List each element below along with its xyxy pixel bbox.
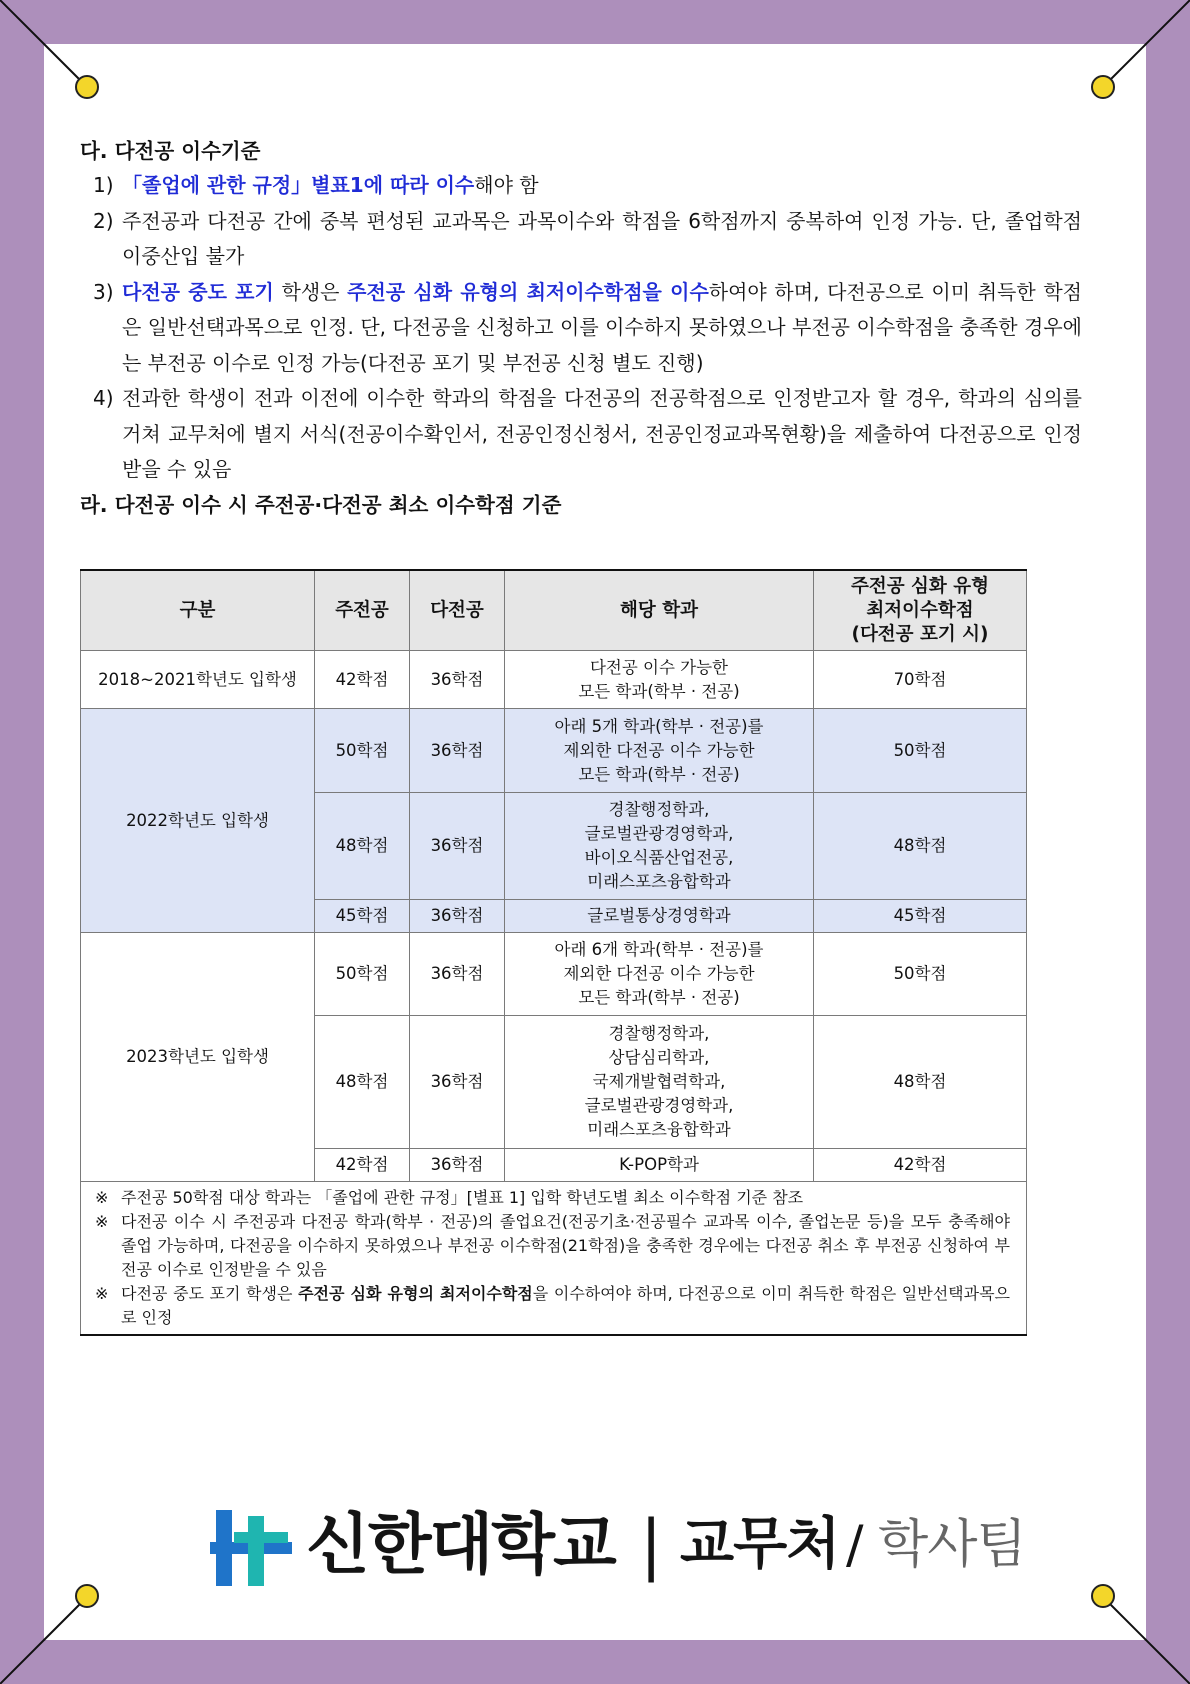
list-item: 4) 전과한 학생이 전과 이전에 이수한 학과의 학점을 다전공의 전공학점으로 인정받고자 할 경우, 학과의 심의를 거쳐 교무처에 별지 서식(전공이수확인서, 전공인정신청서, 전공인정교과목현황)을 제출하여 다전공으로 인정받을 수 있음: [93, 386, 1082, 481]
pin-icon: [1092, 76, 1114, 98]
team-name: 학사팀: [878, 1515, 1026, 1575]
section-heading-ra: 라. 다전공 이수 시 주전공·다전공 최소 이수학점 기준: [80, 492, 562, 517]
dept-cell: 글로벌통상경영학과: [505, 900, 814, 933]
category-cell: 2018~2021학년도 입학생: [81, 651, 315, 709]
logo-slash: /: [846, 1515, 864, 1575]
table-row: [81, 709, 1027, 793]
logo-separator: |: [640, 1506, 663, 1583]
emphasis-text: 다전공 중도 포기: [122, 279, 274, 304]
header-category: 구분: [81, 570, 315, 651]
emphasis-text: 주전공 심화 유형의 최저이수학점을 이수: [347, 279, 709, 304]
major-credits: 48학점: [315, 793, 410, 900]
major-credits: 42학점: [315, 651, 410, 709]
category-cell: 2022학년도 입학생: [81, 709, 315, 933]
dept-cell: 경찰행정학과, 상담심리학과, 국제개발협력학과, 글로벌관광경영학과, 미래스포츠융합학과: [505, 1016, 814, 1149]
section-heading-da: 다. 다전공 이수기준: [80, 139, 261, 163]
multi-credits: 36학점: [410, 709, 505, 793]
multi-credits: 36학점: [410, 793, 505, 900]
note-item: ※ 주전공 50학점 대상 학과는 「졸업에 관한 규정」[별표 1] 입학 학년도별 최소 이수학점 기준 참조: [95, 1188, 804, 1207]
office-name: 교무처: [680, 1512, 840, 1577]
header-min-credits: 주전공 심화 유형 최저이수학점 (다전공 포기 시): [814, 570, 1027, 651]
min-credits: 50학점: [814, 709, 1027, 793]
multi-credits: 36학점: [410, 933, 505, 1016]
pin-icon: [1092, 1585, 1114, 1607]
note-item: ※ 다전공 이수 시 주전공과 다전공 학과(학부 · 전공)의 졸업요건(전공기초·전공필수 교과목 이수, 졸업논문 등)을 모두 충족해야 졸업 가능하며, 다전공을 이수하지 못하였으나 부전공 이수학점(21학점)을 충족한 경우에는 다전공 취소 후 부전공 신청하여 부전공 이수로 인정받을 수 있음: [95, 1212, 1010, 1279]
dept-cell: 다전공 이수 가능한 모든 학과(학부 · 전공): [505, 651, 814, 709]
category-cell: 2023학년도 입학생: [81, 933, 315, 1182]
dept-cell: K-POP학과: [505, 1149, 814, 1182]
multi-credits: 36학점: [410, 1149, 505, 1182]
min-credits: 48학점: [814, 1016, 1027, 1149]
min-credits: 50학점: [814, 933, 1027, 1016]
major-credits: 50학점: [315, 933, 410, 1016]
list-item: 3) 다전공 중도 포기 학생은 주전공 심화 유형의 최저이수학점을 이수하여야 하며, 다전공으로 이미 취득한 학점은 일반선택과목으로 인정. 단, 다전공을 신청하고 이를 이수하지 못하였으나 부전공 이수학점을 충족한 경우에는 부전공 이수로 인정 가능(다전공 포기 및 부전공 신청 별도 진행): [93, 279, 1083, 375]
pin-icon: [76, 1585, 98, 1607]
table-row: [81, 933, 1027, 1016]
university-name: 신한대학교: [306, 1506, 615, 1583]
emphasis-text: 「졸업에 관한 규정」별표1에 따라 이수: [122, 173, 475, 197]
major-credits: 45학점: [315, 900, 410, 933]
min-credits: 48학점: [814, 793, 1027, 900]
major-credits: 48학점: [315, 1016, 410, 1149]
multi-credits: 36학점: [410, 651, 505, 709]
university-emblem-icon: [210, 1504, 292, 1586]
multi-credits: 36학점: [410, 900, 505, 933]
min-credits: 45학점: [814, 900, 1027, 933]
table-header-row: [81, 570, 1027, 651]
note-item: ※ 다전공 중도 포기 학생은 주전공 심화 유형의 최저이수학점을 이수하여야 하며, 다전공으로 이미 취득한 학점은 일반선택과목으로 인정: [95, 1284, 1010, 1327]
list-item: 1) 「졸업에 관한 규정」별표1에 따라 이수해야 함: [93, 173, 539, 197]
header-major: 주전공: [315, 570, 410, 651]
table-notes: [81, 1182, 1027, 1336]
credit-requirements-table: [80, 569, 1027, 1336]
major-credits: 50학점: [315, 709, 410, 793]
table-row: [81, 651, 1027, 709]
major-credits: 42학점: [315, 1149, 410, 1182]
dept-cell: 아래 6개 학과(학부 · 전공)를 제외한 다전공 이수 가능한 모든 학과(학부 · 전공): [505, 933, 814, 1016]
table-notes-row: [81, 1182, 1027, 1336]
list-item: 2) 주전공과 다전공 간에 중복 편성된 교과목은 과목이수와 학점을 6학점까지 중복하여 인정 가능. 단, 졸업학점 이중산입 불가: [93, 208, 1082, 268]
document-content: [80, 93, 1083, 1327]
dept-cell: 경찰행정학과, 글로벌관광경영학과, 바이오식품산업전공, 미래스포츠융합학과: [505, 793, 814, 900]
emphasis-text: 주전공 심화 유형의 최저이수학점: [298, 1284, 533, 1303]
footer-logo: [210, 1504, 1026, 1586]
header-multi: 다전공: [410, 570, 505, 651]
header-dept: 해당 학과: [505, 570, 814, 651]
multi-credits: 36학점: [410, 1016, 505, 1149]
dept-cell: 아래 5개 학과(학부 · 전공)를 제외한 다전공 이수 가능한 모든 학과(학부 · 전공): [505, 709, 814, 793]
min-credits: 42학점: [814, 1149, 1027, 1182]
min-credits: 70학점: [814, 651, 1027, 709]
